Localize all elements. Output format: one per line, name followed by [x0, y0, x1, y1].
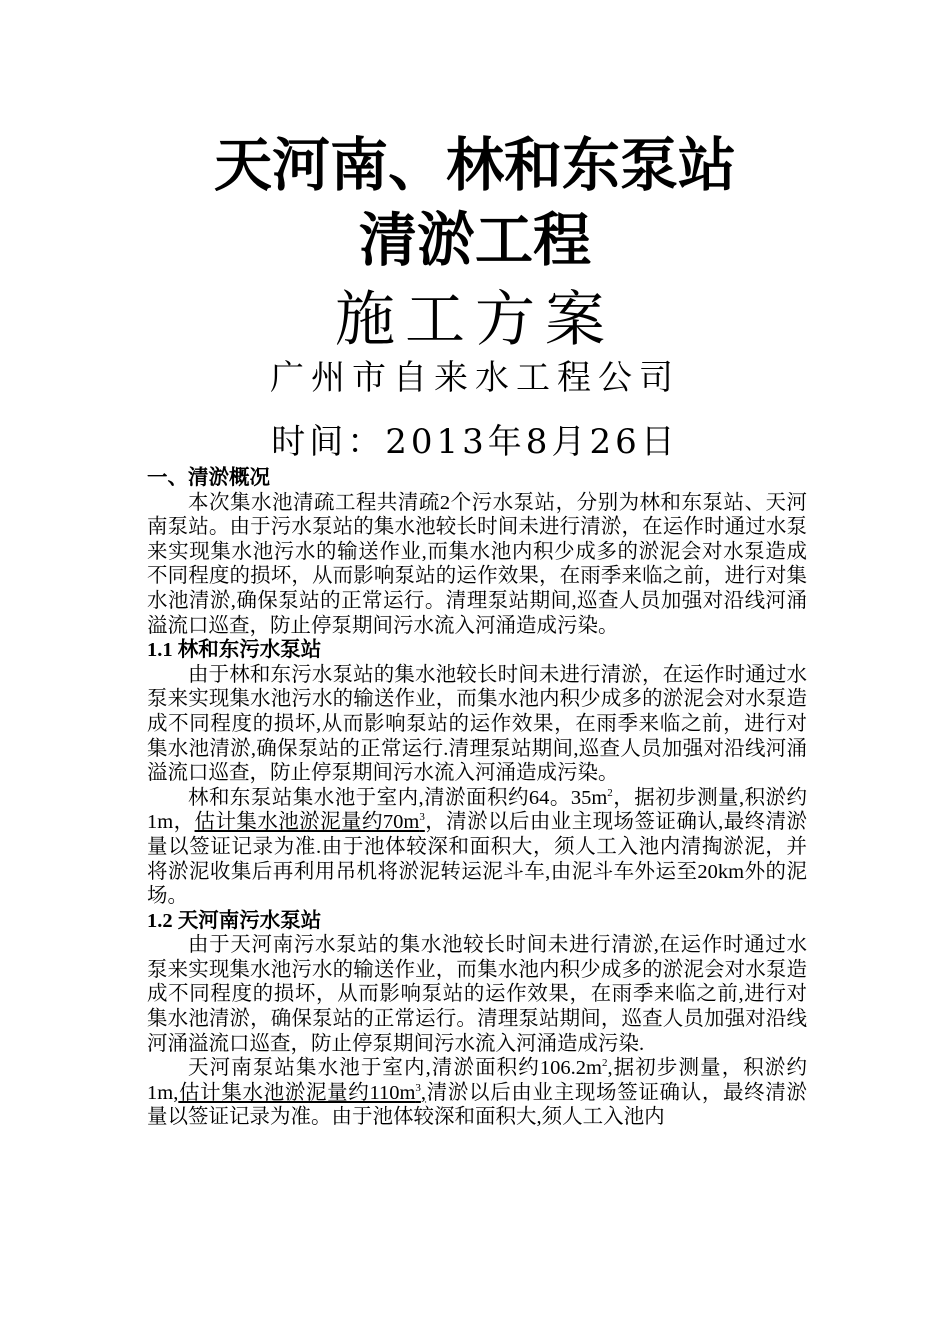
title-line-2: 清淤工程 — [358, 206, 591, 274]
superscript: 3 — [419, 811, 425, 824]
title-line-1: 天河南、林和东泵站 — [213, 131, 736, 199]
superscript: 2 — [607, 786, 613, 799]
paragraph: 本次集水池清疏工程共清疏2个污水泵站，分别为林和东泵站、天河南泵站。由于污水泵站的集水池较长时间未进行清淤，在运作时通过水泵来实现集水池污水的输送作业,而集水池内积少成多的淤泥会对水泵造成不同程度的损坏，从而影响泵站的运作效果，在雨季来临之前，进行对集水池清淤,确保泵站的正常运行。清理泵站期间,巡查人员加强对沿线河涌溢流口巡查，防止停泵期间污水流入河涌造成污染。 — [147, 491, 807, 637]
underlined-estimate — [195, 811, 425, 833]
title-line-3: 施工方案 — [335, 285, 615, 355]
paragraph — [147, 786, 807, 909]
text-run: ，清淤以后由业主现场签证确认,最终清淤量以签证记录为准.由于池体较深和面积大，须人工入池内清掏淤泥，并将淤泥收集后再利用吊机将淤泥转运泥斗车,由泥斗车外运至20km外的泥场。 — [147, 811, 807, 908]
text-run: 天河南泵站集水池于室内,清淤面积约106.2m — [188, 1057, 602, 1080]
text-run: 估计集水池淤泥量约110m — [178, 1081, 416, 1104]
text-run: ，据初步测量,积淤约1m， — [147, 786, 807, 834]
section-heading: 一、清淤概况 — [147, 467, 270, 489]
section-heading: 1.1 林和东污水泵站 — [147, 639, 322, 662]
text-run: 林和东泵站集水池于室内,清淤面积约64。35m — [188, 786, 608, 809]
superscript: 3 — [415, 1082, 421, 1095]
document-date: 时间：2013年8月26日 — [271, 422, 679, 462]
text-run: 清淤以后由业主现场签证确认，最终清淤量以签证记录为准。由于池体较深和面积大,须人工入池内 — [147, 1081, 808, 1129]
text-run: ,据初步测量，积淤约1m, — [147, 1057, 808, 1104]
paragraph: 由于林和东污水泵站的集水池较长时间未进行清淤，在运作时通过水泵来实现集水池污水的输送作业，而集水池内积少成多的淤泥会对水泵造成不同程度的损坏,从而影响泵站的运作效果，在雨季来临之前，进行对集水池清淤,确保泵站的正常运行.清理泵站期间,巡查人员加强对沿线河涌溢流口巡查，防止停泵期间污水流入河涌造成污染。 — [147, 663, 807, 785]
text-run: 估计集水池淤泥量约70m — [194, 811, 420, 834]
superscript: 2 — [601, 1057, 608, 1070]
document-body — [147, 466, 807, 1130]
underlined-estimate — [178, 1082, 426, 1104]
section-heading: 1.2 天河南污水泵站 — [147, 909, 322, 932]
text-run: , — [420, 1081, 427, 1104]
paragraph — [147, 1056, 807, 1130]
company-name: 广州市自来水工程公司 — [270, 358, 680, 398]
paragraph: 由于天河南污水泵站的集水池较长时间未进行清淤,在运作时通过水泵来实现集水池污水的输送作业，而集水池内积少成多的淤泥会对水泵造成不同程度的损坏，从而影响泵站的运作效果，在雨季来临之前,进行对集水池清淤，确保泵站的正常运行。清理泵站期间，巡查人员加强对沿线河涌溢流口巡查，防止停泵期间污水流入河涌造成污染. — [147, 934, 807, 1055]
